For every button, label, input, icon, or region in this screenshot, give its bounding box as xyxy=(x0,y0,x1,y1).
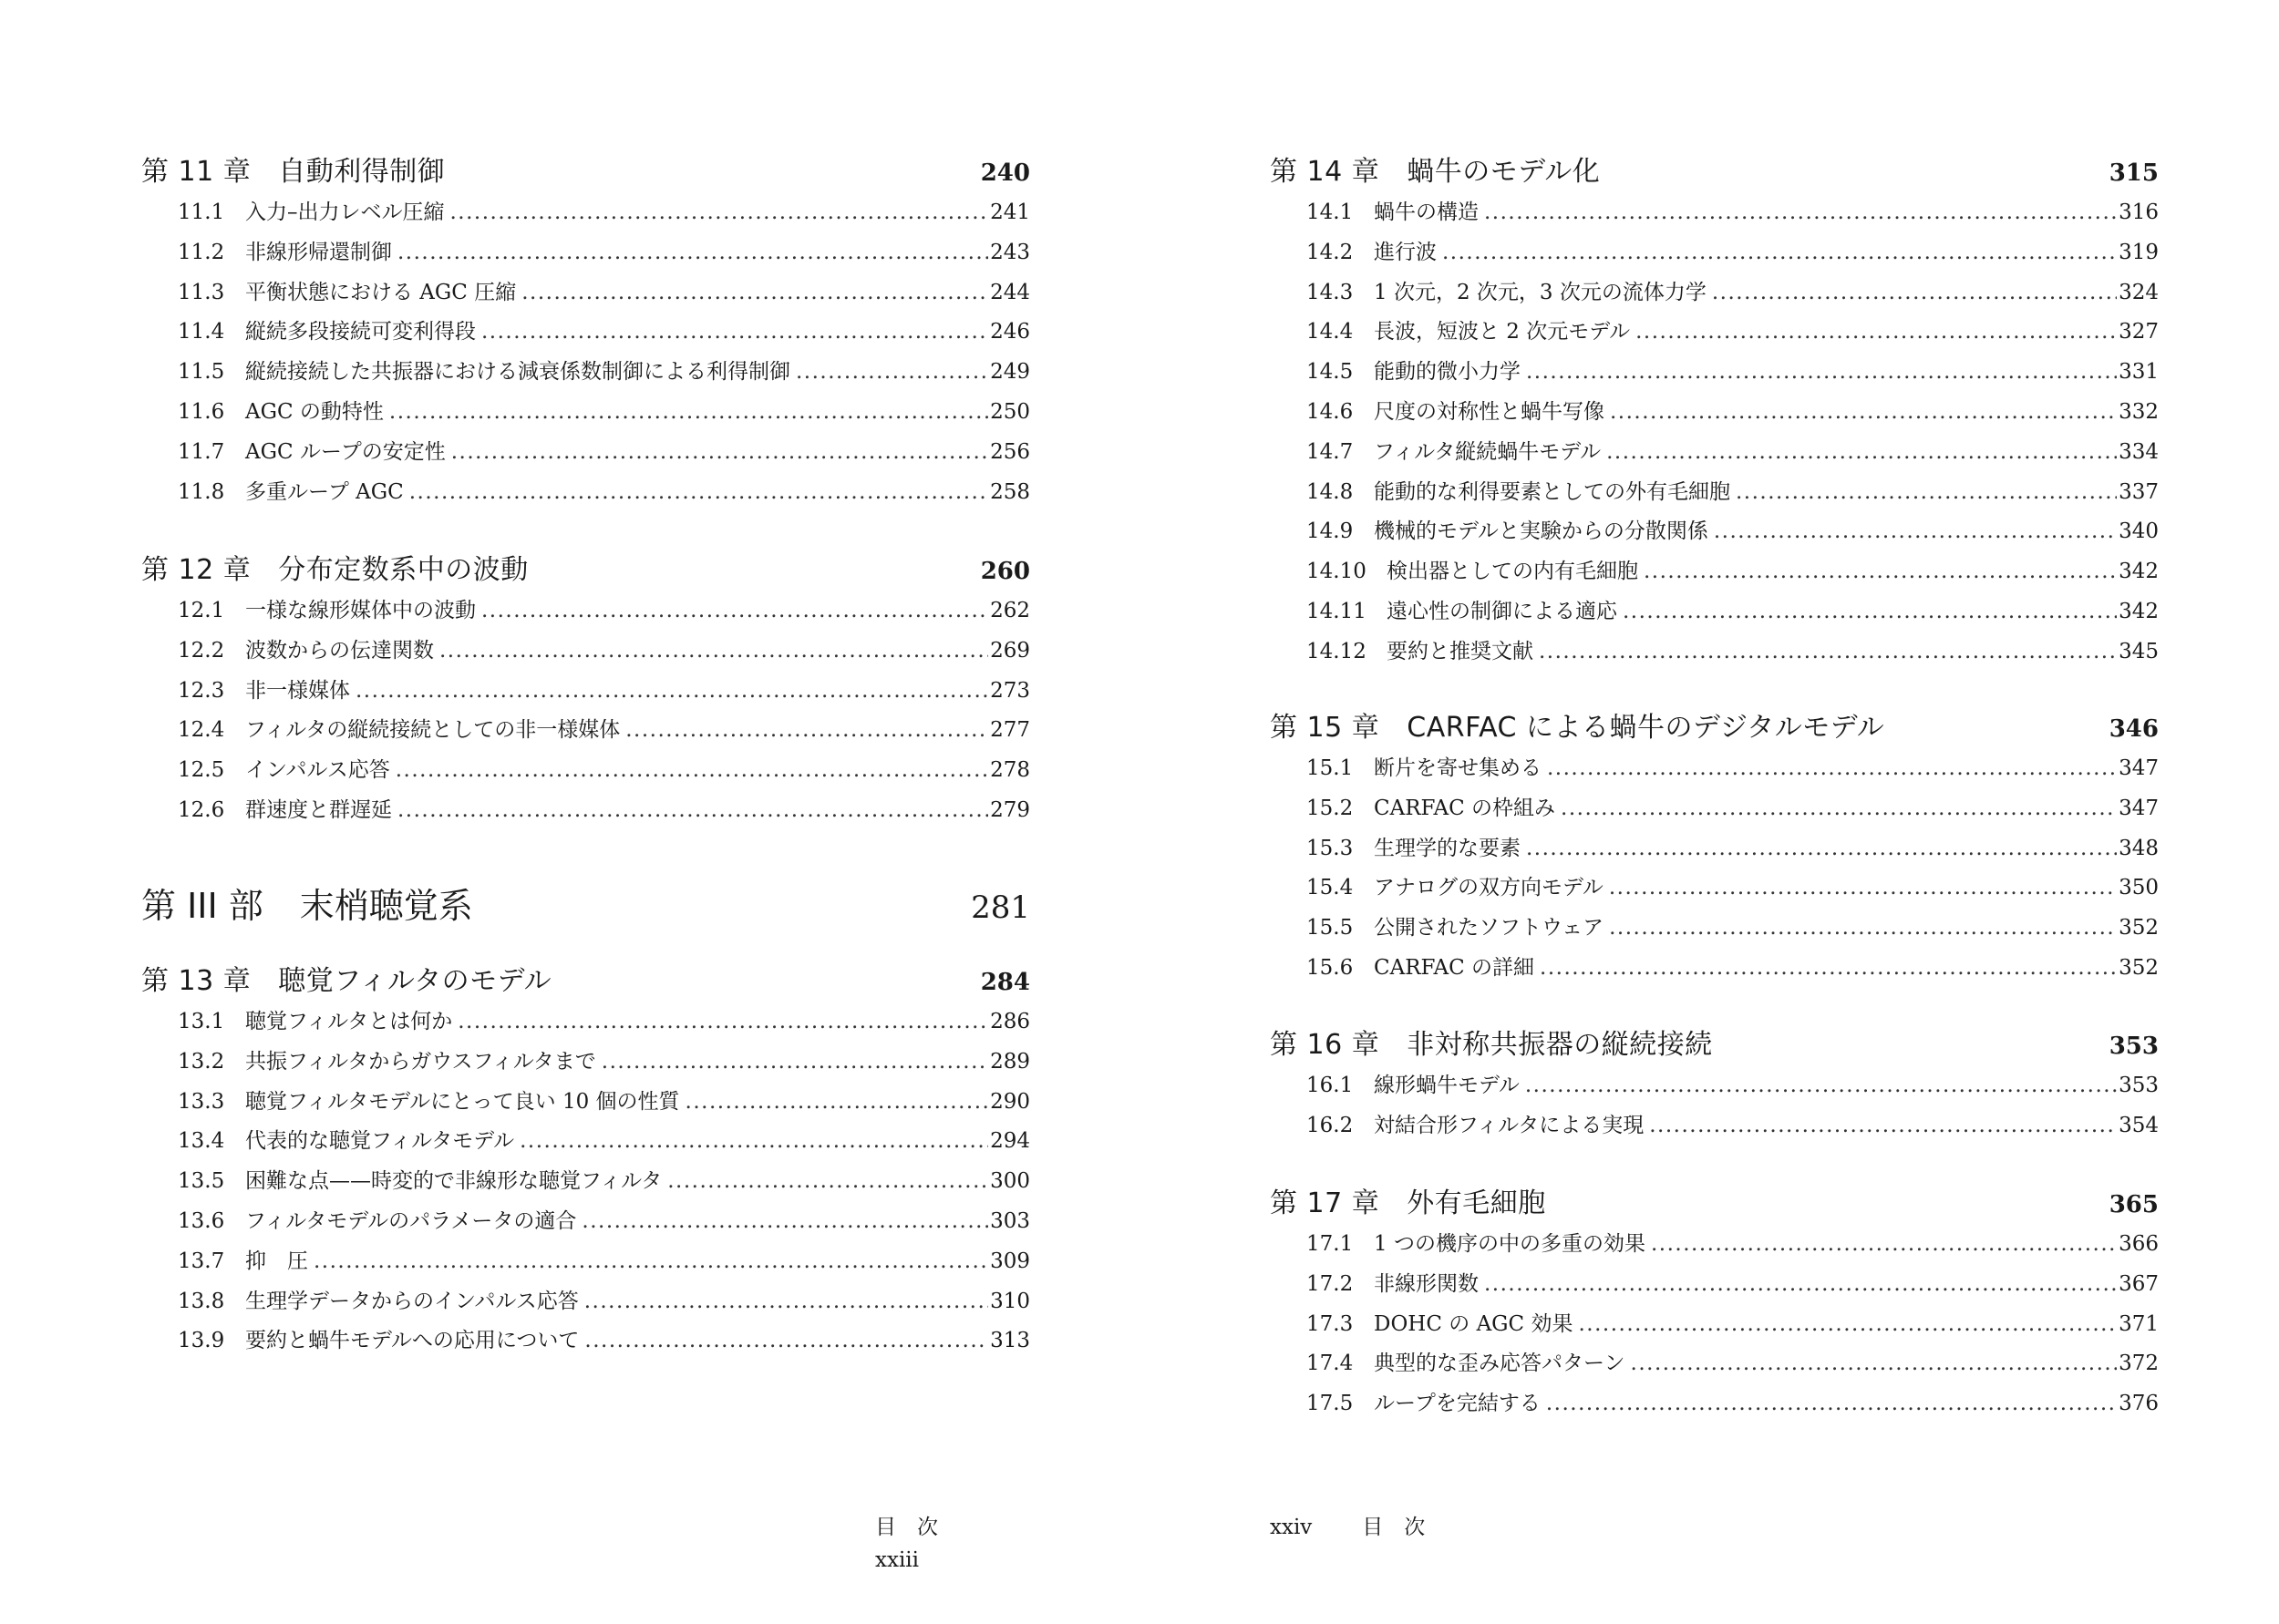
section-title: フィルタ縦続蝸牛モデル xyxy=(1374,439,1602,464)
section-number: 12.1 xyxy=(178,599,225,622)
section-page-number: 256 xyxy=(990,439,1030,464)
toc-entry[interactable] xyxy=(1270,592,2159,632)
section-title: AGC の動特性 xyxy=(245,399,384,424)
section-title: 困難な点——時変的で非線形な聴覚フィルタ xyxy=(245,1169,663,1194)
section-list xyxy=(1270,1066,2159,1146)
dot-leader xyxy=(582,1202,988,1242)
dot-leader xyxy=(1714,512,2117,552)
section-number: 17.3 xyxy=(1306,1311,1354,1336)
dot-leader xyxy=(1606,433,2117,473)
dot-leader xyxy=(1525,1066,2117,1106)
section-page-number: 324 xyxy=(2119,280,2159,304)
toc-entry[interactable] xyxy=(1270,512,2159,552)
toc-entry[interactable] xyxy=(1270,909,2159,949)
section-number: 13.4 xyxy=(178,1129,225,1154)
section-page-number: 345 xyxy=(2119,639,2159,663)
toc-entry[interactable] xyxy=(141,1162,1030,1202)
chapter-number: 第 16 章 xyxy=(1270,1029,1380,1061)
section-title: 進行波 xyxy=(1374,240,1437,264)
section-title: CARFAC の枠組み xyxy=(1374,796,1556,820)
dot-leader xyxy=(1651,1225,2117,1265)
section-page-number: 342 xyxy=(2119,599,2159,623)
section-title: 機械的モデルと実験からの分散関係 xyxy=(1374,519,1708,544)
dot-leader xyxy=(521,273,988,313)
running-head: 目 次 xyxy=(875,1516,938,1539)
chapter-heading[interactable] xyxy=(1270,1024,2159,1066)
dot-leader xyxy=(397,233,988,273)
section-title: 波数からの伝達関数 xyxy=(245,638,434,663)
toc-entry[interactable] xyxy=(1270,473,2159,513)
toc-entry[interactable] xyxy=(1270,313,2159,353)
chapter-13 xyxy=(141,961,1030,1362)
running-head: 目 次 xyxy=(1362,1516,1426,1539)
dot-leader xyxy=(1712,273,2117,313)
dot-leader xyxy=(1547,749,2117,789)
chapter-16 xyxy=(1270,1024,2159,1146)
section-page-number: 354 xyxy=(2119,1113,2159,1137)
toc-entry[interactable] xyxy=(141,1242,1030,1282)
section-number: 13.9 xyxy=(178,1329,225,1353)
toc-entry[interactable] xyxy=(141,353,1030,393)
section-title: CARFAC の詳細 xyxy=(1374,955,1535,980)
section-title: 蝸牛の構造 xyxy=(1374,200,1479,224)
section-page-number: 250 xyxy=(990,399,1030,424)
section-page-number: 277 xyxy=(990,718,1030,743)
section-title: DOHC の AGC 効果 xyxy=(1374,1311,1573,1336)
section-title: 一様な線形媒体中の波動 xyxy=(245,599,476,622)
toc-entry[interactable] xyxy=(1270,1305,2159,1345)
section-number: 15.5 xyxy=(1306,916,1354,940)
chapter-title: 分布定数系中の波動 xyxy=(278,554,529,586)
section-number: 12.5 xyxy=(178,758,225,783)
chapter-page-number: 260 xyxy=(980,558,1030,585)
section-number: 11.1 xyxy=(178,200,225,224)
toc-entry[interactable] xyxy=(1270,869,2159,909)
toc-entry[interactable] xyxy=(1270,1384,2159,1424)
section-title: 断片を寄せ集める xyxy=(1374,756,1542,780)
toc-entry[interactable] xyxy=(141,1122,1030,1162)
dot-leader xyxy=(1609,909,2117,949)
chapter-17 xyxy=(1270,1183,2159,1424)
section-page-number: 258 xyxy=(990,479,1030,504)
chapter-heading[interactable] xyxy=(1270,1183,2159,1225)
section-title: 対結合形フィルタによる実現 xyxy=(1374,1113,1645,1137)
toc-entry[interactable] xyxy=(141,1002,1030,1043)
toc-entry[interactable] xyxy=(141,672,1030,712)
chapter-heading[interactable] xyxy=(1270,151,2159,193)
chapter-number: 第 14 章 xyxy=(1270,156,1380,188)
section-page-number: 313 xyxy=(990,1329,1030,1353)
section-title: 1 つの機序の中の多重の効果 xyxy=(1374,1232,1645,1256)
section-number: 13.6 xyxy=(178,1208,225,1233)
toc-entry[interactable] xyxy=(1270,1225,2159,1265)
dot-leader xyxy=(1442,233,2117,273)
page-footer xyxy=(875,1511,1030,1572)
section-page-number: 243 xyxy=(990,240,1030,264)
chapter-title: 自動利得制御 xyxy=(278,156,446,188)
dot-leader xyxy=(1623,592,2117,632)
page-folio: xxiv xyxy=(1270,1516,1313,1539)
dot-leader xyxy=(625,711,988,751)
section-page-number: 371 xyxy=(2119,1311,2159,1336)
dot-leader xyxy=(481,591,988,632)
section-title: 平衡状態における AGC 圧縮 xyxy=(245,280,517,304)
dot-leader xyxy=(1526,829,2117,869)
chapter-page-number: 284 xyxy=(980,969,1030,996)
section-title: 能動的な利得要素としての外有毛細胞 xyxy=(1374,479,1730,504)
section-title: 線形蝸牛モデル xyxy=(1374,1074,1520,1097)
toc-entry[interactable] xyxy=(1270,233,2159,273)
chapter-page-number: 240 xyxy=(980,159,1030,187)
section-list xyxy=(141,1002,1030,1362)
toc-entry[interactable] xyxy=(1270,393,2159,433)
section-number: 17.2 xyxy=(1306,1271,1354,1296)
dot-leader xyxy=(458,1002,988,1043)
dot-leader xyxy=(409,473,988,513)
section-number: 13.3 xyxy=(178,1089,225,1114)
section-title: 聴覚フィルタモデルにとって良い 10 個の性質 xyxy=(245,1089,680,1114)
section-page-number: 278 xyxy=(990,758,1030,783)
chapter-page-number: 353 xyxy=(2109,1033,2159,1060)
section-title: 公開されたソフトウェア xyxy=(1374,916,1604,940)
toc-entry[interactable] xyxy=(1270,632,2159,673)
section-number: 11.4 xyxy=(178,320,225,344)
section-title: アナログの双方向モデル xyxy=(1374,876,1604,900)
section-page-number: 244 xyxy=(990,280,1030,304)
section-number: 16.2 xyxy=(1306,1113,1354,1137)
chapter-number: 第 13 章 xyxy=(141,965,252,997)
section-title: 1 次元，2 次元，3 次元の流体力学 xyxy=(1374,280,1707,304)
section-number: 16.1 xyxy=(1306,1074,1354,1097)
section-page-number: 340 xyxy=(2119,519,2159,544)
chapter-page-number: 315 xyxy=(2109,159,2159,187)
section-page-number: 286 xyxy=(990,1010,1030,1033)
dot-leader xyxy=(451,433,988,473)
section-number: 12.4 xyxy=(178,718,225,743)
section-page-number: 352 xyxy=(2119,916,2159,940)
section-page-number: 353 xyxy=(2119,1074,2159,1097)
toc-entry[interactable] xyxy=(141,591,1030,632)
chapter-title: 外有毛細胞 xyxy=(1407,1187,1546,1219)
chapter-heading[interactable] xyxy=(141,151,1030,193)
section-page-number: 372 xyxy=(2119,1352,2159,1376)
section-number: 11.8 xyxy=(178,479,225,504)
chapter-title: 聴覚フィルタのモデル xyxy=(278,965,552,997)
toc-entry[interactable] xyxy=(141,632,1030,672)
section-title: AGC ループの安定性 xyxy=(245,439,446,464)
chapter-number: 第 15 章 xyxy=(1270,712,1380,744)
toc-entry[interactable] xyxy=(141,313,1030,353)
dot-leader xyxy=(1539,632,2117,673)
section-number: 15.3 xyxy=(1306,836,1354,860)
section-title: 尺度の対称性と蝸牛写像 xyxy=(1374,399,1604,424)
right-page xyxy=(1270,0,2159,1624)
section-number: 15.2 xyxy=(1306,796,1354,820)
toc-entry[interactable] xyxy=(141,1282,1030,1322)
section-number: 15.6 xyxy=(1306,955,1354,980)
toc-entry[interactable] xyxy=(141,1202,1030,1242)
toc-entry[interactable] xyxy=(141,1321,1030,1362)
section-page-number: 348 xyxy=(2119,836,2159,860)
section-page-number: 352 xyxy=(2119,955,2159,980)
dot-leader xyxy=(1526,353,2117,393)
section-number: 14.1 xyxy=(1306,200,1354,224)
dot-leader xyxy=(1484,193,2117,233)
section-title: フィルタモデルのパラメータの適合 xyxy=(245,1208,577,1233)
dot-leader xyxy=(602,1043,988,1083)
dot-leader xyxy=(667,1162,988,1202)
dot-leader xyxy=(450,193,989,233)
dot-leader xyxy=(356,672,988,712)
section-page-number: 310 xyxy=(990,1289,1030,1313)
section-page-number: 289 xyxy=(990,1049,1030,1074)
section-number: 11.3 xyxy=(178,280,225,304)
section-number: 13.1 xyxy=(178,1010,225,1033)
section-number: 13.7 xyxy=(178,1249,225,1273)
dot-leader xyxy=(1644,552,2117,592)
section-title: 非一様媒体 xyxy=(245,678,350,703)
toc-entry[interactable] xyxy=(1270,789,2159,829)
page-folio: xxiii xyxy=(875,1548,920,1572)
section-list xyxy=(1270,749,2159,989)
toc-entry[interactable] xyxy=(141,273,1030,313)
section-page-number: 342 xyxy=(2119,560,2159,584)
toc-entry[interactable] xyxy=(1270,273,2159,313)
toc-entry[interactable] xyxy=(1270,1265,2159,1305)
dot-leader xyxy=(314,1242,988,1282)
left-page xyxy=(141,0,1030,1624)
dot-leader xyxy=(1546,1384,2117,1424)
toc-entry[interactable] xyxy=(141,1083,1030,1123)
toc-entry[interactable] xyxy=(1270,1066,2159,1106)
section-title: 遠心性の制御による適応 xyxy=(1387,599,1617,623)
dot-leader xyxy=(396,751,988,791)
toc-entry[interactable] xyxy=(141,193,1030,233)
toc-entry[interactable] xyxy=(1270,949,2159,989)
section-page-number: 319 xyxy=(2119,240,2159,264)
chapter-heading[interactable] xyxy=(141,550,1030,591)
dot-leader xyxy=(584,1321,988,1362)
section-page-number: 334 xyxy=(2119,439,2159,464)
chapter-11 xyxy=(141,151,1030,512)
toc-entry[interactable] xyxy=(141,433,1030,473)
section-number: 14.5 xyxy=(1306,360,1354,385)
dot-leader xyxy=(1540,949,2117,989)
chapter-12 xyxy=(141,550,1030,831)
section-list xyxy=(141,591,1030,831)
dot-leader xyxy=(1484,1265,2117,1305)
section-page-number: 337 xyxy=(2119,479,2159,504)
dot-leader xyxy=(1561,789,2117,829)
section-page-number: 246 xyxy=(990,320,1030,344)
toc-entry[interactable] xyxy=(1270,749,2159,789)
toc-entry[interactable] xyxy=(1270,433,2159,473)
chapter-heading[interactable] xyxy=(1270,707,2159,749)
chapter-number: 第 17 章 xyxy=(1270,1187,1380,1219)
section-number: 14.11 xyxy=(1306,599,1366,623)
part-title: 末梢聴覚系 xyxy=(299,886,473,926)
dot-leader xyxy=(686,1083,989,1123)
toc-entry[interactable] xyxy=(141,791,1030,831)
section-number: 14.3 xyxy=(1306,280,1354,304)
toc-entry[interactable] xyxy=(141,393,1030,433)
dot-leader xyxy=(796,353,988,393)
dot-leader xyxy=(439,632,988,672)
toc-entry[interactable] xyxy=(141,1043,1030,1083)
section-page-number: 367 xyxy=(2119,1271,2159,1296)
section-number: 14.12 xyxy=(1306,639,1366,663)
section-page-number: 279 xyxy=(990,797,1030,822)
dot-leader xyxy=(1736,473,2117,513)
section-title: 縦続接続した共振器における減衰係数制御による利得制御 xyxy=(245,360,790,385)
toc-entry[interactable] xyxy=(1270,193,2159,233)
section-number: 13.5 xyxy=(178,1169,225,1194)
section-page-number: 262 xyxy=(990,599,1030,622)
part-heading[interactable] xyxy=(141,879,1030,933)
chapter-number: 第 12 章 xyxy=(141,554,252,586)
section-title: 生理学データからのインパルス応答 xyxy=(245,1289,579,1313)
section-title: 非線形帰還制御 xyxy=(245,240,392,264)
section-page-number: 273 xyxy=(990,678,1030,703)
toc-entry[interactable] xyxy=(141,473,1030,513)
dot-leader xyxy=(1631,1344,2118,1384)
dot-leader xyxy=(389,393,988,433)
chapter-heading[interactable] xyxy=(141,961,1030,1002)
section-number: 12.3 xyxy=(178,678,225,703)
part-3 xyxy=(141,879,1030,933)
toc-entry[interactable] xyxy=(1270,552,2159,592)
chapter-15 xyxy=(1270,707,2159,989)
section-title: 長波，短波と 2 次元モデル xyxy=(1374,320,1631,344)
section-title: 非線形関数 xyxy=(1374,1271,1479,1296)
section-page-number: 350 xyxy=(2119,876,2159,900)
section-number: 15.4 xyxy=(1306,876,1354,900)
section-page-number: 294 xyxy=(990,1129,1030,1154)
section-page-number: 241 xyxy=(990,200,1030,224)
section-title: 代表的な聴覚フィルタモデル xyxy=(245,1129,515,1154)
chapter-number: 第 11 章 xyxy=(141,156,252,188)
toc-entry[interactable] xyxy=(141,233,1030,273)
dot-leader xyxy=(481,313,988,353)
section-number: 12.6 xyxy=(178,797,225,822)
section-page-number: 366 xyxy=(2119,1232,2159,1256)
dot-leader xyxy=(1578,1305,2117,1345)
section-title: 検出器としての内有毛細胞 xyxy=(1387,560,1638,584)
section-number: 13.8 xyxy=(178,1289,225,1313)
chapter-page-number: 365 xyxy=(2109,1191,2159,1218)
section-number: 14.6 xyxy=(1306,399,1354,424)
section-title: ループを完結する xyxy=(1374,1392,1541,1416)
section-page-number: 376 xyxy=(2119,1392,2159,1416)
section-list xyxy=(141,193,1030,512)
dot-leader xyxy=(1609,869,2117,909)
section-title: 多重ループ AGC xyxy=(245,479,404,504)
toc-entry[interactable] xyxy=(141,751,1030,791)
section-title: 抑 圧 xyxy=(245,1249,308,1273)
chapter-title: 非対称共振器の縦続接続 xyxy=(1407,1029,1713,1061)
section-number: 14.9 xyxy=(1306,519,1354,544)
section-number: 17.4 xyxy=(1306,1352,1354,1376)
page-footer xyxy=(1270,1511,1425,1544)
toc-entry[interactable] xyxy=(1270,353,2159,393)
section-title: 要約と蝸牛モデルへの応用について xyxy=(245,1329,580,1353)
chapter-title: 蝸牛のモデル化 xyxy=(1407,156,1601,188)
section-number: 14.2 xyxy=(1306,240,1354,264)
dot-leader xyxy=(1610,393,2117,433)
section-number: 11.7 xyxy=(178,439,225,464)
section-title: インパルス応答 xyxy=(245,758,390,783)
dot-leader xyxy=(584,1282,988,1322)
dot-leader xyxy=(397,791,988,831)
section-page-number: 331 xyxy=(2119,360,2159,385)
section-number: 14.10 xyxy=(1306,560,1366,584)
section-title: 入力–出力レベル圧縮 xyxy=(245,200,445,224)
toc-entry[interactable] xyxy=(141,711,1030,751)
section-title: 生理学的な要素 xyxy=(1374,836,1521,860)
section-title: 縦続多段接続可変利得段 xyxy=(245,320,476,344)
section-number: 14.8 xyxy=(1306,479,1354,504)
section-title: 典型的な歪み応答パターン xyxy=(1374,1352,1625,1376)
section-page-number: 290 xyxy=(990,1089,1030,1114)
section-number: 17.5 xyxy=(1306,1392,1354,1416)
section-page-number: 347 xyxy=(2119,756,2159,780)
section-page-number: 332 xyxy=(2119,399,2159,424)
toc-entry[interactable] xyxy=(1270,1344,2159,1384)
dot-leader xyxy=(1649,1106,2117,1146)
section-page-number: 249 xyxy=(990,360,1030,385)
section-number: 14.7 xyxy=(1306,439,1354,464)
section-page-number: 303 xyxy=(990,1208,1030,1233)
section-number: 11.6 xyxy=(178,399,225,424)
part-number: 第 III 部 xyxy=(141,886,263,926)
toc-entry[interactable] xyxy=(1270,829,2159,869)
section-list xyxy=(1270,1225,2159,1424)
section-title: 要約と推奨文献 xyxy=(1387,639,1533,663)
chapter-title: CARFAC による蝸牛のデジタルモデル xyxy=(1407,712,1885,744)
section-title: 聴覚フィルタとは何か xyxy=(245,1010,453,1033)
toc-entry[interactable] xyxy=(1270,1106,2159,1146)
chapter-14 xyxy=(1270,151,2159,673)
section-page-number: 316 xyxy=(2119,200,2159,224)
section-number: 13.2 xyxy=(178,1049,225,1074)
section-list xyxy=(1270,193,2159,673)
section-title: 共振フィルタからガウスフィルタまで xyxy=(245,1049,596,1074)
section-number: 15.1 xyxy=(1306,756,1354,780)
section-number: 11.2 xyxy=(178,240,225,264)
section-number: 14.4 xyxy=(1306,320,1354,344)
section-page-number: 309 xyxy=(990,1249,1030,1273)
section-page-number: 300 xyxy=(990,1169,1030,1194)
section-number: 11.5 xyxy=(178,360,225,385)
dot-leader xyxy=(1635,313,2117,353)
section-page-number: 347 xyxy=(2119,796,2159,820)
section-number: 12.2 xyxy=(178,638,225,663)
section-title: 群速度と群遅延 xyxy=(245,797,392,822)
section-page-number: 327 xyxy=(2119,320,2159,344)
dot-leader xyxy=(520,1122,988,1162)
section-page-number: 269 xyxy=(990,638,1030,663)
part-page-number: 281 xyxy=(971,889,1030,926)
section-title: フィルタの縦続接続としての非一様媒体 xyxy=(245,718,621,743)
section-title: 能動的微小力学 xyxy=(1374,360,1521,385)
chapter-page-number: 346 xyxy=(2109,715,2159,743)
section-number: 17.1 xyxy=(1306,1232,1354,1256)
